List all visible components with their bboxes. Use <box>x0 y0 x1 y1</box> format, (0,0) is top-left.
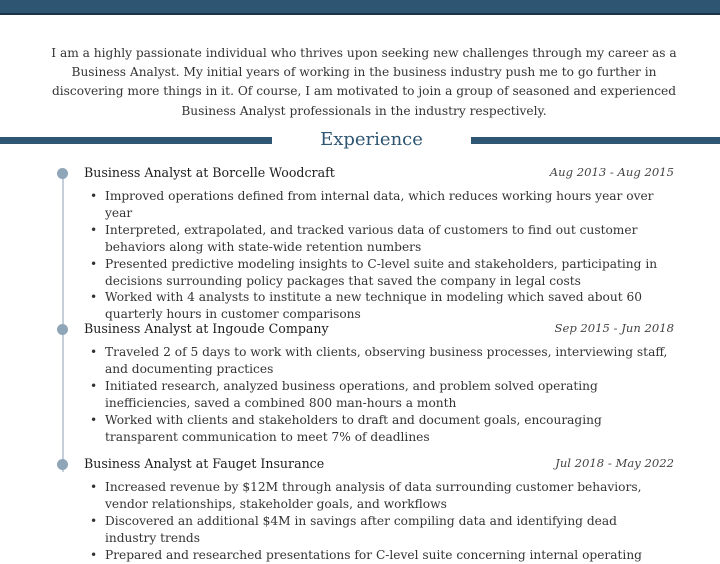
job-bullet: • Interpreted, extrapolated, and tracked various data of customers to find out customer behaviors along with state-wide retention numbers <box>90 222 670 256</box>
experience-heading: Experience <box>320 129 423 150</box>
timeline-dot <box>57 459 68 470</box>
job-bullet: • Improved operations defined from internal data, which reduces working hours year over year <box>90 188 670 222</box>
section-divider-right <box>471 137 720 144</box>
job-bullet: • Increased revenue by $12M through analysis of data surrounding customer behaviors, vendor relationships, stakeholder goals, and workflows <box>90 479 670 513</box>
job-bullet: • Worked with clients and stakeholders to draft and document goals, encouraging transparent communication to meet 7% of deadlines <box>90 412 670 446</box>
job-bullet: • Worked with 4 analysts to institute a new technique in modeling which saved about 60 quarterly hours in customer comparisons <box>90 289 670 323</box>
job-dates: Sep 2015 - Jun 2018 <box>554 321 674 335</box>
job-bullet: • Presented predictive modeling insights to C-level suite and stakeholders, participating in decisions surrounding policy packages that saved the company in legal costs <box>90 256 670 290</box>
job-bullet: • Discovered an additional $4M in savings after compiling data and identifying dead industry trends <box>90 513 670 547</box>
job-title: Business Analyst at Borcelle Woodcraft <box>84 165 335 180</box>
section-divider-left <box>0 137 272 144</box>
header-bar <box>0 0 720 15</box>
job-bullet: • Initiated research, analyzed business operations, and problem solved operating inefficiencies, saved a combined 800 man-hours a month <box>90 378 670 412</box>
job-bullets <box>90 344 670 445</box>
job-dates: Aug 2013 - Aug 2015 <box>549 165 674 179</box>
timeline-line <box>62 172 64 472</box>
timeline-dot <box>57 324 68 335</box>
job-dates: Jul 2018 - May 2022 <box>555 456 674 470</box>
job-title: Business Analyst at Ingoude Company <box>84 321 329 336</box>
job-bullets <box>90 188 670 323</box>
job-bullet: • Traveled 2 of 5 days to work with clients, observing business processes, interviewing staff, and documenting practices <box>90 344 670 378</box>
job-bullet: • Prepared and researched presentations for C-level suite concerning internal operating <box>90 547 670 564</box>
timeline-dot <box>57 168 68 179</box>
job-title: Business Analyst at Fauget Insurance <box>84 456 325 471</box>
job-bullets <box>90 479 670 564</box>
profile-summary: I am a highly passionate individual who thrives upon seeking new challenges through my career as a Business Analyst. My initial years of working in the business industry push me to go further in discovering more things in it. Of course, I am motivated to join a group of seasoned and experienced Business Analyst professionals in the industry respectively. <box>51 46 677 118</box>
